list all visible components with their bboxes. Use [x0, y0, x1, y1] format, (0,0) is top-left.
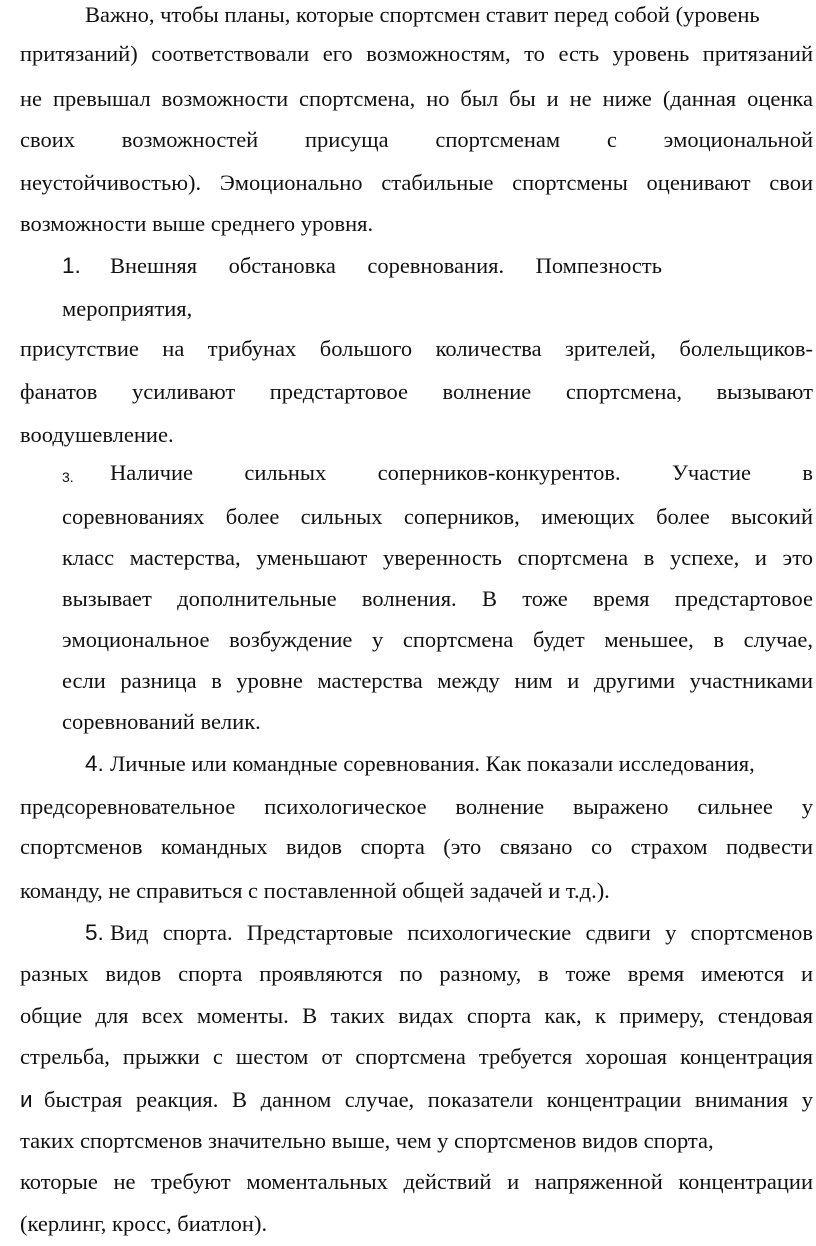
text-line: таких спортсменов значительно выше, чем у спортсменов видов спорта,	[20, 1128, 714, 1153]
text-line: соревнованиях более сильных соперников, имеющих более высокий	[62, 504, 813, 529]
text-line: соревнований велик.	[62, 709, 261, 734]
text-line: присутствие на трибунах большого количества зрителей, болельщиков-	[20, 336, 813, 361]
text-line: своих возможностей присуща спортсменам с эмоциональной	[20, 127, 813, 152]
text-line: общие для всех моменты. В таких видах спорта как, к примеру, стендовая	[20, 1003, 813, 1028]
text-line: эмоциональное возбуждение у спортсмена будет меньшее, в случае,	[62, 627, 813, 652]
text-line: Личные или командные соревнования. Как показали исследования,	[110, 751, 755, 776]
text-line: притязаний) соответствовали его возможностям, то есть уровень притязаний	[20, 41, 813, 66]
text-line: команду, не справиться с поставленной общей задачей и т.д.).	[20, 878, 610, 903]
text-line: вызывает дополнительные волнения. В тоже время предстартовое	[62, 586, 813, 611]
list-number: 1.	[62, 253, 81, 278]
text-line: быстрая реакция. В данном случае, показатели концентрации внимания у	[44, 1087, 813, 1112]
text-line: (керлинг, кросс, биатлон).	[20, 1211, 268, 1236]
text-line: Вид спорта. Предстартовые психологические сдвиги у спортсменов	[110, 920, 813, 945]
list-number: 4.	[85, 751, 104, 776]
text-line: Важно, чтобы планы, которые спортсмен ставит перед собой (уровень	[85, 2, 760, 27]
text-line: фанатов усиливают предстартовое волнение спортсмена, вызывают	[20, 379, 813, 404]
text-line: не превышал возможности спортсмена, но был бы и не ниже (данная оценка	[20, 86, 813, 111]
text-line: предсоревновательное психологическое волнение выражено сильнее у	[20, 794, 813, 819]
text-line: Внешняя обстановка соревнования. Помпезность	[110, 253, 662, 278]
text-line: воодушевление.	[20, 422, 174, 447]
text-line: если разница в уровне мастерства между ним и другими участниками	[62, 668, 813, 693]
list-number: 3.	[62, 469, 74, 485]
text-line: мероприятия,	[62, 296, 193, 321]
text-line: неустойчивостью). Эмоционально стабильные спортсмены оценивают свои	[20, 170, 813, 195]
conjunction-word: и	[20, 1087, 33, 1112]
text-line: спортсменов командных видов спорта (это связано со страхом подвести	[20, 834, 813, 859]
text-line: стрельба, прыжки с шестом от спортсмена требуется хорошая концентрация	[20, 1044, 813, 1069]
list-number: 5.	[85, 920, 104, 945]
text-line: возможности выше среднего уровня.	[20, 211, 374, 236]
text-line: класс мастерства, уменьшают уверенность спортсмена в успехе, и это	[62, 545, 813, 570]
text-line: которые не требуют моментальных действий и напряженной концентрации	[20, 1169, 813, 1194]
text-line: Наличие сильных соперников-конкурентов. Участие в	[110, 460, 813, 485]
text-line: разных видов спорта проявляются по разному, в тоже время имеются и	[20, 961, 813, 986]
